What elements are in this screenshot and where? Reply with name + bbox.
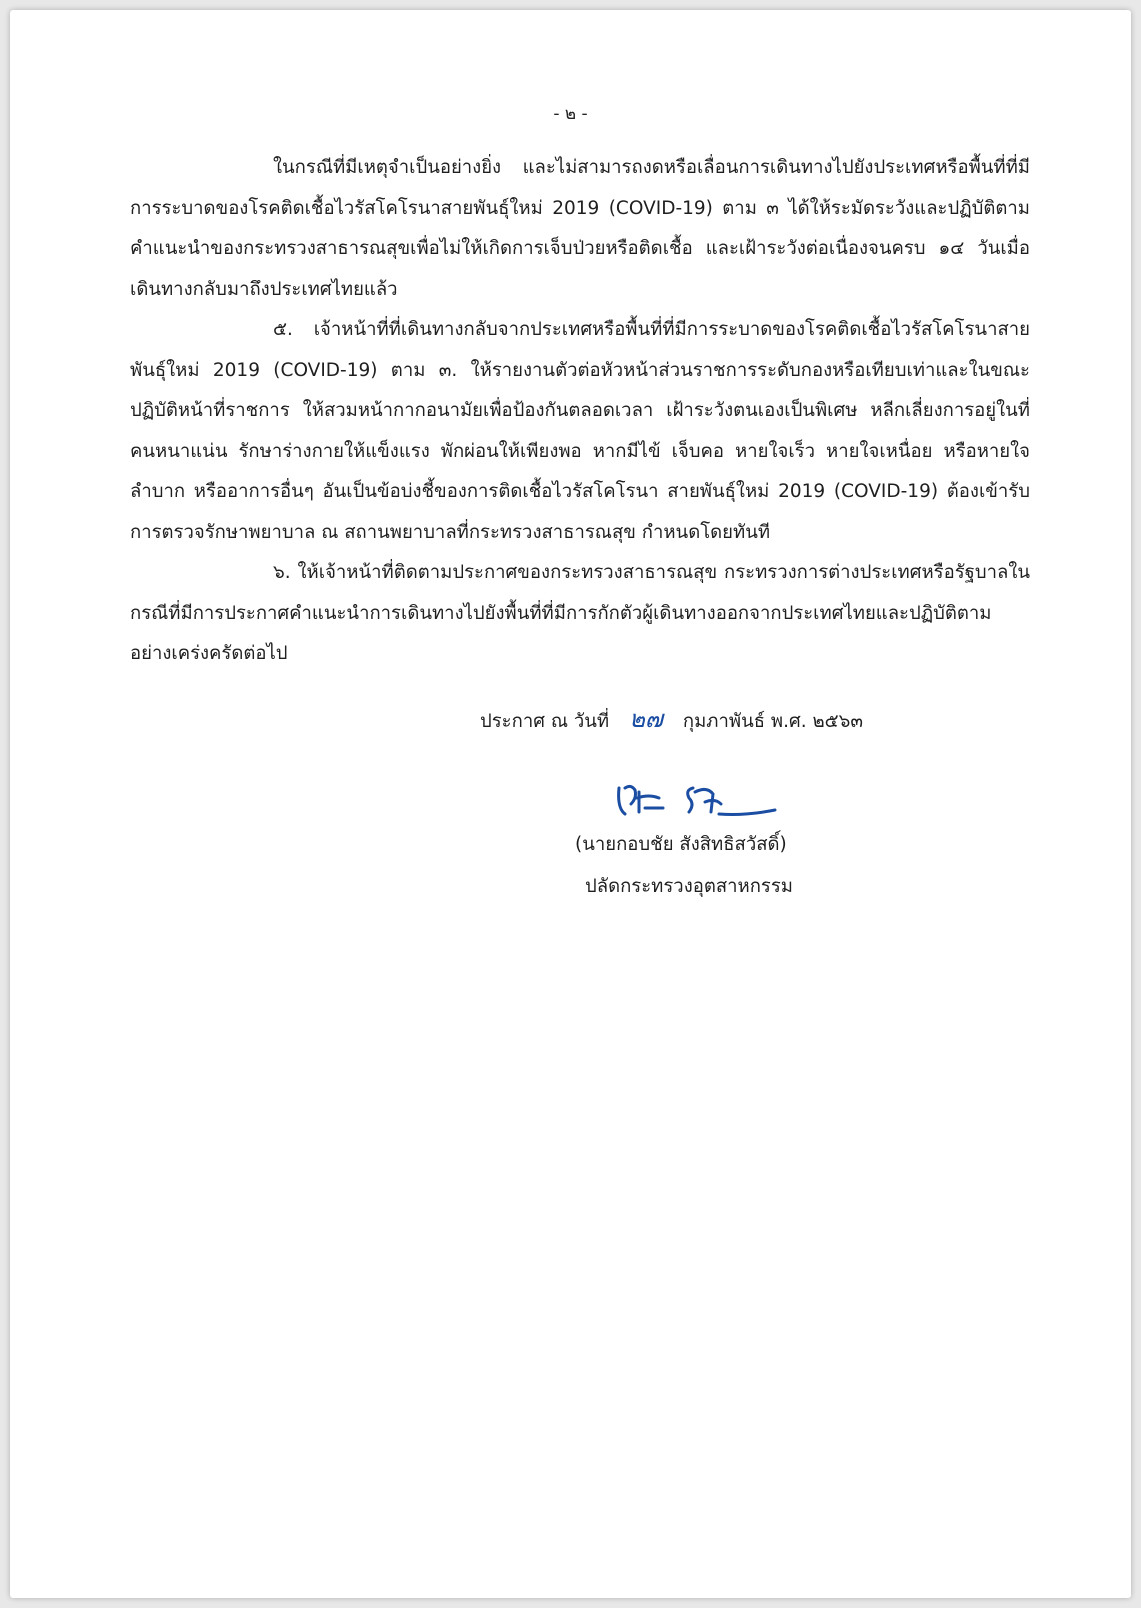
- handwritten-signature: [615, 778, 785, 828]
- document-body: [130, 148, 1030, 675]
- announcement-prefix: ประกาศ ณ วันที่: [480, 711, 610, 732]
- paragraph-text: ๕. เจ้าหน้าที่ที่เดินทางกลับจากประเทศหรือพื้นที่ที่มีการระบาดของโรคติดเชื้อไวรัสโคโรนาสายพันธุ์ใหม่ 2019 (COVID-19) ตาม ๓. ให้รายงานตัวต่อหัวหน้าส่วนราชการระดับกองหรือเทียบเท่าและในขณะปฏิบัติหน้าที่ราชการ ให้สวมหน้ากากอนามัยเพื่อป้องกันตลอดเวลา เฝ้าระวังตนเองเป็นพิเศษ หลีกเลี่ยงการอยู่ในที่คนหนาแน่น รักษาร่างกายให้แข็งแรง พักผ่อนให้เพียงพอ หากมีไข้ เจ็บคอ หายใจเร็ว หายใจเหนื่อย หรือหายใจลำบาก หรืออาการอื่นๆ อันเป็นข้อบ่งชี้ของการติดเชื้อไวรัสโคโรนา สายพันธุ์ใหม่ 2019 (COVID-19) ต้องเข้ารับการตรวจรักษาพยาบาล ณ สถานพยาบาลที่กระทรวงสาธารณสุข กำหนดโดยทันที: [130, 319, 1030, 543]
- paragraph-item-5: [130, 310, 1030, 553]
- announcement-month-year: กุมภาพันธ์ พ.ศ. ๒๕๖๓: [682, 711, 864, 732]
- paragraph-text: ในกรณีที่มีเหตุจำเป็นอย่างยิ่ง และไม่สามารถงดหรือเลื่อนการเดินทางไปยังประเทศหรือพื้นที่ที่มีการระบาดของโรคติดเชื้อไวรัสโคโรนาสายพันธุ์ใหม่ 2019 (COVID-19) ตาม ๓ ได้ให้ระมัดระวังและปฏิบัติตามคำแนะนำของกระทรวงสาธารณสุขเพื่อไม่ให้เกิดการเจ็บป่วยหรือติดเชื้อ และเฝ้าระวังต่อเนื่องจนครบ ๑๔ วันเมื่อเดินทางกลับมาถึงประเทศไทยแล้ว: [130, 157, 1030, 300]
- paragraph-text: ๖. ให้เจ้าหน้าที่ติดตามประกาศของกระทรวงสาธารณสุข กระทรวงการต่างประเทศหรือรัฐบาลในกรณีที่มีการประกาศคำแนะนำการเดินทางไปยังพื้นที่ที่มีการกักตัวผู้เดินทางออกจากประเทศไทยและปฏิบัติตามอย่างเคร่งครัดต่อไป: [130, 562, 1030, 664]
- announcement-date-line: [480, 699, 863, 738]
- handwritten-day: ๒๗: [629, 705, 663, 733]
- signer-name: (นายกอบชัย สังสิทธิสวัสดิ์): [575, 834, 787, 855]
- signer-title: ปลัดกระทรวงอุตสาหกรรม: [585, 876, 793, 897]
- paragraph-travel-precaution: [130, 148, 1030, 310]
- paragraph-item-6: [130, 553, 1030, 675]
- document-page: [10, 10, 1131, 1598]
- page-number: - ๒ -: [553, 104, 588, 124]
